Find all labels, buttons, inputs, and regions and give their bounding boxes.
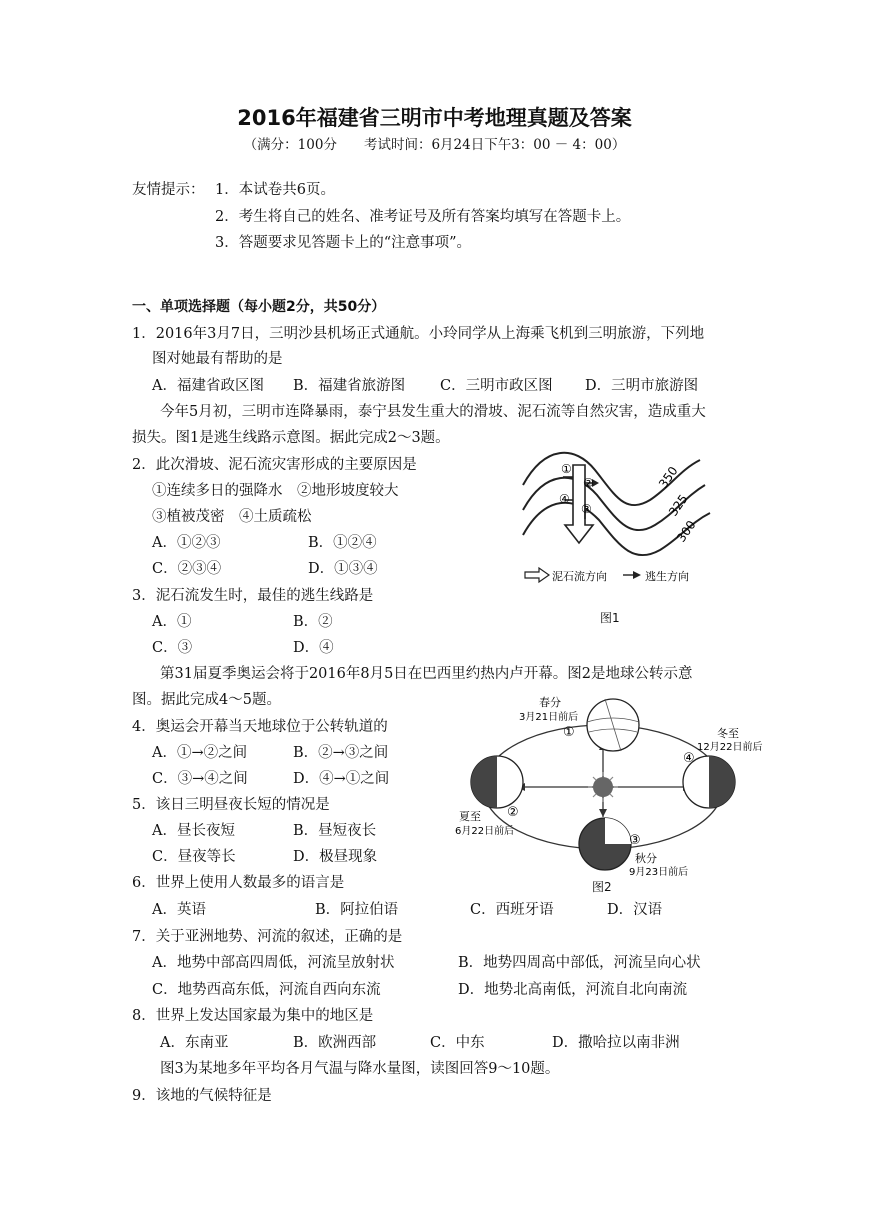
option: A．东南亚 <box>160 1035 229 1051</box>
option: A．① <box>152 614 192 630</box>
earth-spring-icon <box>587 699 639 751</box>
route-marker: ④ <box>559 492 570 506</box>
section-heading: 一、单项选择题（每小题2分，共50分） <box>132 299 386 315</box>
option: A．地势中部高四周低，河流呈放射状 <box>152 955 395 971</box>
tip-item: 1．本试卷共6页。 <box>215 182 335 198</box>
option: D．④→①之间 <box>293 771 390 787</box>
option: D．④ <box>293 640 334 656</box>
legend-escape-label: 逃生方向 <box>645 570 689 583</box>
option: D．撒哈拉以南非洲 <box>552 1035 680 1051</box>
question-stem: 7．关于亚洲地势、河流的叙述，正确的是 <box>132 929 403 945</box>
winter-solstice-date: 12月22日前后 <box>697 742 763 753</box>
option: A．①②③ <box>152 535 221 551</box>
condition-line: ③植被茂密 ④土质疏松 <box>152 509 312 525</box>
earth-autumn-icon <box>579 818 631 870</box>
spring-equinox-date: 3月21日前后 <box>519 712 579 723</box>
summer-solstice-date: 6月22日前后 <box>455 826 515 837</box>
tips-label: 友情提示： <box>132 182 205 198</box>
option: C．③→④之间 <box>152 771 248 787</box>
option: C．昼夜等长 <box>152 849 236 865</box>
passage: 图3为某地多年平均各月气温与降水量图，读图回答9～10题。 <box>160 1061 560 1077</box>
orbit-marker: ④ <box>683 751 695 766</box>
page-title: 2016年福建省三明市中考地理真题及答案 <box>237 106 632 130</box>
question-stem: 4．奥运会开幕当天地球位于公转轨道的 <box>132 719 388 735</box>
legend-mudflow-label: 泥石流方向 <box>552 570 607 583</box>
option: C．③ <box>152 640 193 656</box>
tip-item: 3．答题要求见答题卡上的“注意事项”。 <box>215 235 472 251</box>
question-stem: 8．世界上发达国家最为集中的地区是 <box>132 1008 374 1024</box>
question-stem: 2．此次滑坡、泥石流灾害形成的主要原因是 <box>132 457 417 473</box>
option: C．西班牙语 <box>470 902 554 918</box>
legend-mudflow-icon <box>525 568 549 582</box>
orbit-marker: ① <box>563 725 575 740</box>
orbit-marker: ③ <box>629 833 641 848</box>
option: B．②→③之间 <box>293 745 389 761</box>
exam-info: （满分：100分 考试时间：6月24日下午3：00 － 4：00） <box>243 137 626 153</box>
autumn-equinox-label: 秋分 <box>635 852 657 865</box>
option: D．地势北高南低，河流自北向南流 <box>458 982 688 998</box>
contour-label: 300 <box>673 517 699 545</box>
figure-1-escape-route-diagram <box>515 445 715 630</box>
contour-label: 350 <box>655 463 681 491</box>
option: C．三明市政区图 <box>440 378 553 394</box>
option: D．汉语 <box>607 902 663 918</box>
question-stem: 6．世界上使用人数最多的语言是 <box>132 875 345 891</box>
tip-item: 2．考生将自己的姓名、准考证号及所有答案均填写在答题卡上。 <box>215 209 631 225</box>
option: B．①②④ <box>308 535 377 551</box>
route-marker: ② <box>583 476 594 490</box>
option: B．阿拉伯语 <box>315 902 399 918</box>
earth-summer-icon <box>471 756 523 808</box>
option: C．中东 <box>430 1035 485 1051</box>
spring-equinox-label: 春分 <box>539 696 561 709</box>
passage: 图。据此完成4～5题。 <box>132 692 281 708</box>
summer-solstice-label: 夏至 <box>459 810 481 823</box>
option: B．地势四周高中部低，河流呈向心状 <box>458 955 701 971</box>
option: A．昼长夜短 <box>152 823 235 839</box>
question-stem: 5．该日三明昼夜长短的情况是 <box>132 797 330 813</box>
orbit-marker: ② <box>507 805 519 820</box>
option: C．地势西高东低，河流自西向东流 <box>152 982 381 998</box>
route-marker: ③ <box>581 502 592 516</box>
option: B．欧洲西部 <box>293 1035 377 1051</box>
option: D．极昼现象 <box>293 849 378 865</box>
option: B．② <box>293 614 333 630</box>
option: A．英语 <box>152 902 206 918</box>
option: D．三明市旅游图 <box>585 378 699 394</box>
question-stem: 图对她最有帮助的是 <box>152 351 283 367</box>
passage: 第31届夏季奥运会将于2016年8月5日在巴西里约热内卢开幕。图2是地球公转示意 <box>160 666 693 682</box>
option: C．②③④ <box>152 561 222 577</box>
question-stem: 3．泥石流发生时，最佳的逃生线路是 <box>132 588 374 604</box>
autumn-equinox-date: 9月23日前后 <box>629 867 689 878</box>
winter-solstice-label: 冬至 <box>717 727 739 740</box>
passage: 损失。图1是逃生线路示意图。据此完成2～3题。 <box>132 430 450 446</box>
figure-1-caption: 图1 <box>600 611 620 625</box>
condition-line: ①连续多日的强降水 ②地形坡度较大 <box>152 483 399 499</box>
legend-escape-icon <box>633 571 641 579</box>
option: A．福建省政区图 <box>152 378 264 394</box>
route-marker: ① <box>561 462 572 476</box>
passage: 今年5月初，三明市连降暴雨，泰宁县发生重大的滑坡、泥石流等自然灾害，造成重大 <box>160 404 706 420</box>
figure-2-caption: 图2 <box>592 880 612 894</box>
contour-label: 325 <box>665 491 691 519</box>
option: D．①③④ <box>308 561 378 577</box>
option: B．福建省旅游图 <box>293 378 406 394</box>
question-stem: 1．2016年3月7日，三明沙县机场正式通航。小玲同学从上海乘飞机到三明旅游，下列地 <box>132 326 705 342</box>
question-stem: 9．该地的气候特征是 <box>132 1088 272 1104</box>
option: A．①→②之间 <box>152 745 248 761</box>
option: B．昼短夜长 <box>293 823 377 839</box>
figure-2-earth-revolution-diagram <box>455 692 765 880</box>
